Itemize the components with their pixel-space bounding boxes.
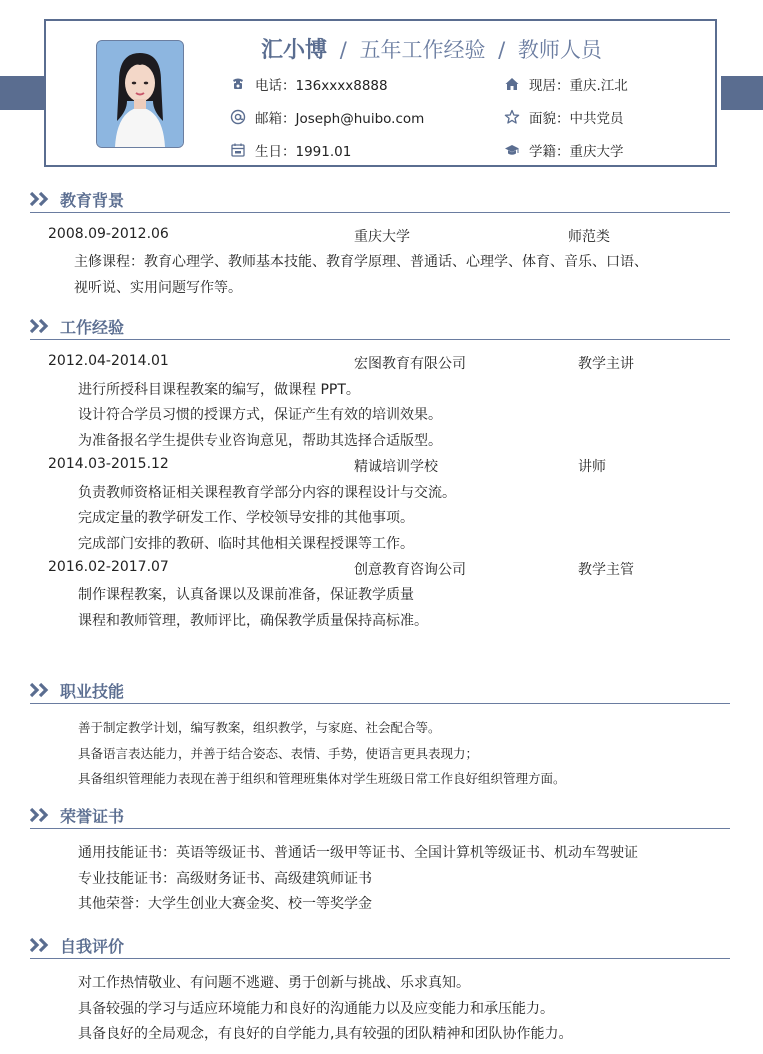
name: 汇小博	[261, 38, 328, 63]
self-eval-section-header	[30, 934, 730, 959]
self-eval-item: 具备较强的学习与适应环境能力和良好的沟通能力以及应变能力和承压能力。	[78, 1001, 554, 1017]
double-chevron-icon	[30, 190, 52, 208]
school-row	[504, 140, 624, 160]
job-duty: 为准备报名学生提供专业咨询意见，帮助其选择合适版型。	[78, 433, 442, 449]
job-duty: 课程和教师管理，教师评比，确保教学质量保持高标准。	[78, 613, 428, 629]
honor-item: 专业技能证书：高级财务证书、高级建筑师证书	[78, 871, 372, 887]
job-duty: 设计符合学员习惯的授课方式，保证产生有效的培训效果。	[78, 407, 442, 423]
skills-title: 职业技能	[60, 682, 125, 701]
education-courses: 主修课程：教育心理学、教师基本技能、教育学原理、普通话、心理学、体育、音乐、口语、	[74, 254, 648, 270]
header-side-bar-right	[721, 76, 763, 110]
profile-photo	[96, 40, 184, 148]
double-chevron-icon	[30, 681, 52, 699]
headline	[261, 33, 602, 64]
home-icon	[504, 76, 520, 92]
email-text: 邮箱：Joseph@huibo.com	[255, 111, 425, 127]
headline-separator: /	[498, 38, 506, 62]
headline-separator: /	[339, 38, 347, 62]
residence-text: 现居：重庆.江北	[529, 78, 628, 94]
job-duty: 完成部门安排的教研、临时其他相关课程授课等工作。	[78, 536, 414, 552]
birthday-text: 生日：1991.01	[255, 144, 352, 160]
job-duty: 负责教师资格证相关课程教育学部分内容的课程设计与交流。	[78, 485, 456, 501]
calendar-icon	[230, 142, 246, 158]
job-period: 2016.02-2017.07	[48, 559, 169, 575]
job-duty: 完成定量的教学研发工作、学校领导安排的其他事项。	[78, 510, 414, 526]
honors-section-header	[30, 804, 730, 829]
job-position: 讲师	[578, 459, 606, 475]
header-side-bar-left	[0, 76, 44, 110]
star-icon	[504, 109, 520, 125]
experience: 五年工作经验	[359, 38, 486, 62]
job-duty: 进行所授科目课程教案的编写，做课程 PPT。	[78, 382, 360, 398]
phone-icon	[230, 76, 246, 92]
phone-text: 电话：136xxxx8888	[255, 78, 388, 94]
job-period: 2014.03-2015.12	[48, 456, 169, 472]
self-eval-item: 对工作热情敬业、有问题不逃避、勇于创新与挑战、乐求真知。	[78, 975, 470, 991]
at-icon	[230, 109, 246, 125]
work-section-header	[30, 315, 730, 340]
job-company: 创意教育咨询公司	[354, 562, 466, 578]
role: 教师人员	[517, 38, 602, 62]
job-position: 教学主管	[578, 562, 634, 578]
skill-item: 具备语言表达能力，并善于结合姿态、表情、手势，使语言更具表现力；	[78, 746, 479, 761]
skill-item: 善于制定教学计划，编写教案，组织教学，与家庭、社会配合等。	[78, 720, 441, 735]
education-courses-cont: 视听说、实用问题写作等。	[74, 280, 242, 296]
phone-row	[230, 74, 388, 94]
education-section-header	[30, 188, 730, 213]
graduation-cap-icon	[504, 142, 520, 158]
birthday-row	[230, 140, 351, 160]
honors-title: 荣誉证书	[60, 807, 125, 826]
job-company: 宏图教育有限公司	[354, 356, 466, 372]
self-eval-item: 具备良好的全局观念，有良好的自学能力,具有较强的团队精神和团队协作能力。	[78, 1026, 573, 1042]
skill-item: 具备组织管理能力表现在善于组织和管理班集体对学生班级日常工作良好组织管理方面。	[78, 771, 566, 786]
job-period: 2012.04-2014.01	[48, 353, 169, 369]
education-period: 2008.09-2012.06	[48, 226, 169, 242]
honor-item: 其他荣誉：大学生创业大赛金奖、校一等奖学金	[78, 896, 372, 912]
honor-item: 通用技能证书：英语等级证书、普通话一级甲等证书、全国计算机等级证书、机动车驾驶证	[78, 845, 638, 861]
politics-text: 面貌：中共党员	[529, 111, 624, 127]
email-row	[230, 107, 424, 127]
skills-section-header	[30, 679, 730, 704]
education-title: 教育背景	[60, 191, 125, 210]
job-position: 教学主讲	[578, 356, 634, 372]
residence-row	[504, 74, 628, 94]
school-text: 学籍：重庆大学	[529, 144, 624, 160]
profile-header	[44, 19, 717, 167]
job-duty: 制作课程教案，认真备课以及课前准备，保证教学质量	[78, 587, 414, 603]
work-title: 工作经验	[60, 318, 125, 337]
education-major: 师范类	[568, 229, 610, 245]
double-chevron-icon	[30, 936, 52, 954]
education-school: 重庆大学	[354, 229, 410, 245]
politics-row	[504, 107, 624, 127]
double-chevron-icon	[30, 806, 52, 824]
job-company: 精诚培训学校	[354, 459, 438, 475]
self-eval-title: 自我评价	[60, 937, 125, 956]
double-chevron-icon	[30, 317, 52, 335]
